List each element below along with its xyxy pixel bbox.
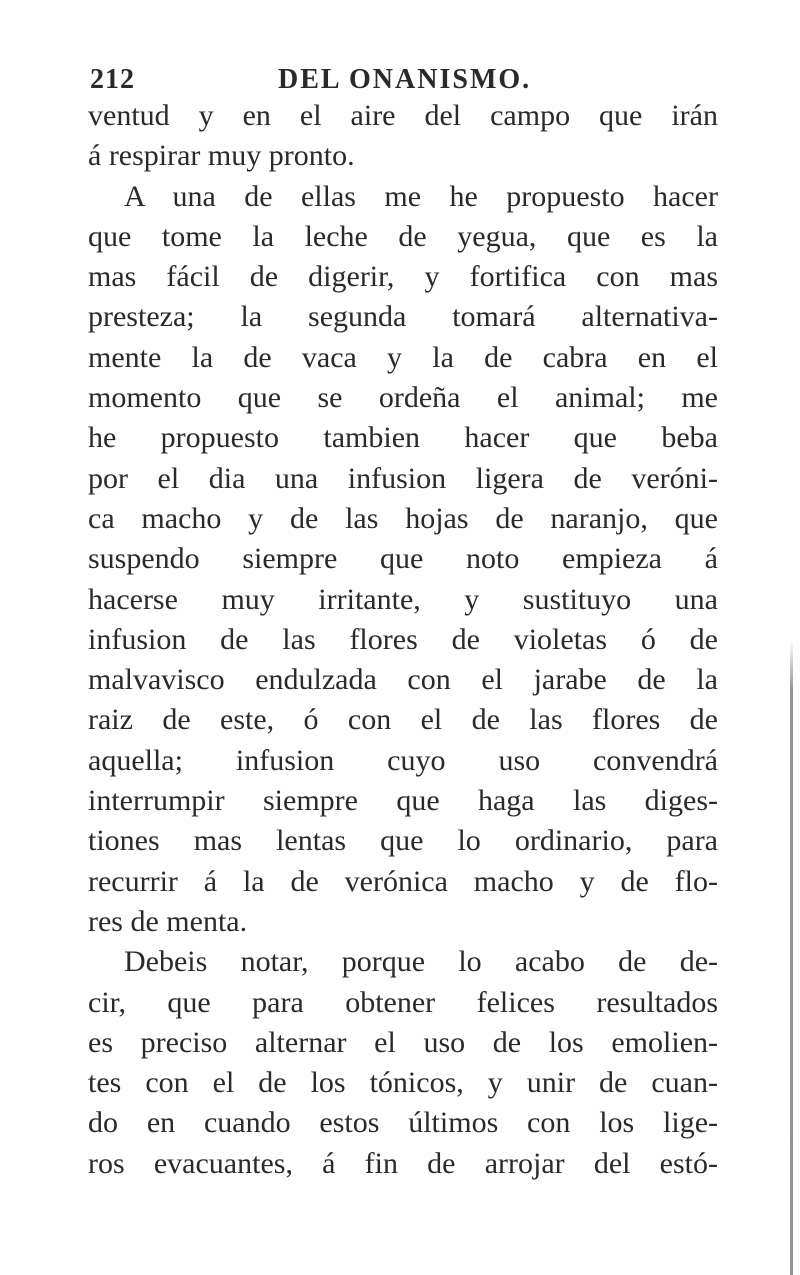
- text-line: do en cuando estos últimos con los lige-: [88, 1106, 718, 1140]
- text-line: A una de ellas me he propuesto hacer: [124, 179, 718, 213]
- text-line: aquella; infusion cuyo uso convendrá: [88, 743, 718, 777]
- page-edge-shadow: [790, 640, 793, 1275]
- text-line: hacerse muy irritante, y sustituyo una: [88, 582, 718, 616]
- text-line: mente la de vaca y la de cabra en el: [88, 340, 718, 374]
- text-line: raiz de este, ó con el de las flores de: [88, 703, 718, 737]
- body-text: [88, 96, 718, 1184]
- text-line: es preciso alternar el uso de los emolien-: [88, 1025, 718, 1059]
- text-line: momento que se ordeña el animal; me: [88, 381, 718, 415]
- text-line: infusion de las flores de violetas ó de: [88, 622, 718, 656]
- text-line: Debeis notar, porque lo acabo de de-: [124, 945, 718, 979]
- text-line: que tome la leche de yegua, que es la: [88, 219, 718, 253]
- running-title: DEL ONANISMO.: [278, 64, 532, 95]
- text-line: tiones mas lentas que lo ordinario, para: [88, 824, 718, 858]
- text-line: ca macho y de las hojas de naranjo, que: [88, 501, 718, 535]
- text-line: á respirar muy pronto.: [88, 139, 355, 173]
- page-number: 212: [90, 64, 135, 95]
- text-line: interrumpir siempre que haga las diges-: [88, 784, 718, 818]
- text-line: he propuesto tambien hacer que beba: [88, 421, 718, 455]
- text-line: mas fácil de digerir, y fortifica con mas: [88, 260, 718, 294]
- text-line: malvavisco endulzada con el jarabe de la: [88, 663, 718, 697]
- text-line: res de menta.: [88, 904, 248, 938]
- text-line: ros evacuantes, á fin de arrojar del estó-: [88, 1146, 718, 1180]
- text-line: recurrir á la de verónica macho y de flo-: [88, 864, 718, 898]
- page-header: [90, 64, 720, 100]
- text-line: cir, que para obtener felices resultados: [88, 985, 718, 1019]
- text-line: presteza; la segunda tomará alternativa-: [88, 300, 718, 334]
- text-line: tes con el de los tónicos, y unir de cuan-: [88, 1066, 718, 1100]
- text-line: ventud y en el aire del campo que irán: [88, 99, 718, 132]
- text-line: por el dia una infusion ligera de veróni-: [88, 461, 718, 495]
- text-line: suspendo siempre que noto empieza á: [88, 542, 718, 576]
